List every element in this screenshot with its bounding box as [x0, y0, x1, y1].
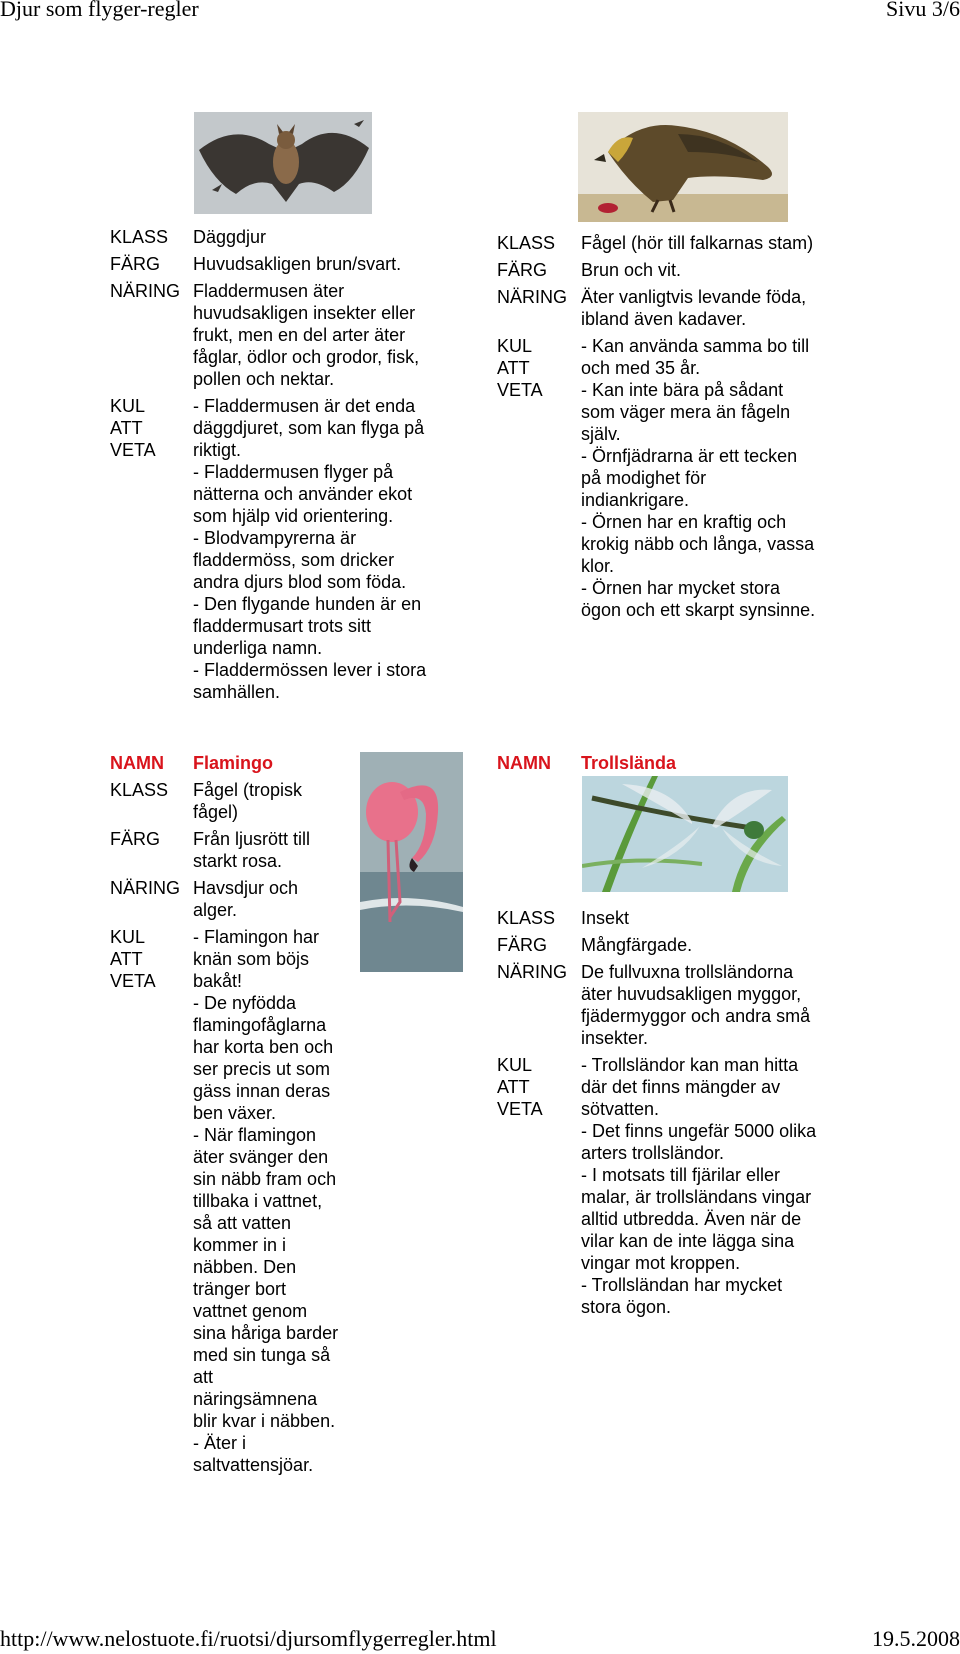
facts-row — [497, 335, 857, 621]
name-row — [110, 752, 355, 774]
color-row — [110, 828, 355, 872]
class-value: Fågel (hör till falkarnas stam) — [581, 233, 814, 253]
color-label: FÄRG — [497, 935, 548, 955]
facts-row — [110, 926, 355, 1476]
food-value: Fladdermusen äter huvudsakligen insekter eller frukt, men en del arter äter fåglar, ödlor och grodor, fisk, pollen och nektar. — [193, 281, 420, 389]
source-url: http://www.nelostuote.fi/ruotsi/djursomflygerregler.html — [0, 1626, 497, 1651]
name-value: Trollslända — [581, 753, 677, 773]
food-value: De fullvuxna trollsländorna äter huvudsakligen myggor, fjädermyggor och andra små insekter. — [581, 962, 811, 1048]
class-label: KLASS — [497, 908, 556, 928]
name-value: Flamingo — [193, 753, 273, 773]
facts-value: - Kan använda samma bo till och med 35 år. - Kan inte bära på sådant som väger mera än fågeln själv. - Örnfjädrarna är ett tecken på modighet för indiankrigare. - Örnen har en kraftig och krokig näbb och långa, vassa klor. - Örnen har mycket stora ögon och ett skarpt synsinne. — [581, 336, 816, 620]
class-label: KLASS — [497, 233, 556, 253]
facts-value: - Flamingon har knän som böjs bakåt! - De nyfödda flamingofåglarna har korta ben och ser precis ut som gäss innan deras ben växer. - När flamingon äter svänger den sin näbb fram och tillbaka i vattnet, så att vatten kommer in i näbben. Den tränger bort vattnet genom sina håriga barder med sin tunga så att näringsämnena blir kvar i näbben. - Äter i saltvattensjöar. — [193, 927, 339, 1475]
color-value: Brun och vit. — [581, 260, 682, 280]
facts-label: KUL ATT VETA — [110, 927, 156, 991]
color-row — [497, 259, 857, 281]
facts-label: KUL ATT VETA — [110, 396, 156, 460]
color-label: FÄRG — [110, 254, 161, 274]
color-value: Huvudsakligen brun/svart. — [193, 254, 402, 274]
food-label: NÄRING — [497, 962, 568, 982]
food-label: NÄRING — [110, 281, 181, 301]
print-date: 19.5.2008 — [872, 1626, 960, 1651]
name-label: NAMN — [497, 753, 551, 773]
facts-value: - Fladdermusen är det enda däggdjuret, som kan flyga på riktigt. - Fladdermusen flyger på nätterna och använder ekot som hjälp vid orientering. - Blodvampyrerna är fladdermöss, som dricker andra djurs blod som föda. - Den flygande hunden är en fladdermusart trots sitt underliga namn. - Fladdermössen lever i stora samhällen. — [193, 396, 427, 702]
bat-info — [110, 226, 460, 708]
class-value: Insekt — [581, 908, 630, 928]
flamingo-image — [360, 752, 463, 972]
bat-image — [194, 112, 372, 214]
class-row — [497, 232, 857, 254]
class-row — [110, 779, 355, 823]
food-row — [497, 961, 857, 1049]
food-value: Äter vanligtvis levande föda, ibland även kadaver. — [581, 287, 807, 329]
facts-label: KUL ATT VETA — [497, 1055, 543, 1119]
color-label: FÄRG — [497, 260, 548, 280]
class-value: Fågel (tropisk fågel) — [193, 780, 303, 822]
food-label: NÄRING — [110, 878, 181, 898]
food-row — [497, 286, 857, 330]
food-row — [110, 280, 460, 390]
class-label: KLASS — [110, 227, 169, 247]
class-row — [497, 907, 857, 929]
name-row — [497, 752, 857, 774]
flamingo-info — [110, 752, 355, 1481]
eagle-info — [497, 232, 857, 626]
class-value: Däggdjur — [193, 227, 267, 247]
facts-value: - Trollsländor kan man hitta där det finns mängder av sötvatten. - Det finns ungefär 5000 olika arters trollsländor. - I motsats till fjärilar eller malar, är trollsländans vingar alltid utbredda. Även när de vilar kan de inte lägga sina vingar mot kroppen. - Trollsländan har mycket stora ögon. — [581, 1055, 817, 1317]
page-header-title: Djur som flyger-regler — [0, 0, 199, 21]
eagle-image — [578, 112, 788, 222]
color-row — [110, 253, 460, 275]
color-value: Mångfärgade. — [581, 935, 693, 955]
food-value: Havsdjur och alger. — [193, 878, 299, 920]
dragonfly-image — [582, 776, 788, 892]
name-label: NAMN — [110, 753, 164, 773]
color-label: FÄRG — [110, 829, 161, 849]
color-value: Från ljusrött till starkt rosa. — [193, 829, 311, 871]
color-row — [497, 934, 857, 956]
class-row — [110, 226, 460, 248]
food-row — [110, 877, 355, 921]
class-label: KLASS — [110, 780, 169, 800]
facts-label: KUL ATT VETA — [497, 336, 543, 400]
facts-row — [110, 395, 460, 703]
food-label: NÄRING — [497, 287, 568, 307]
facts-row — [497, 1054, 857, 1318]
page-number: Sivu 3/6 — [886, 0, 960, 21]
